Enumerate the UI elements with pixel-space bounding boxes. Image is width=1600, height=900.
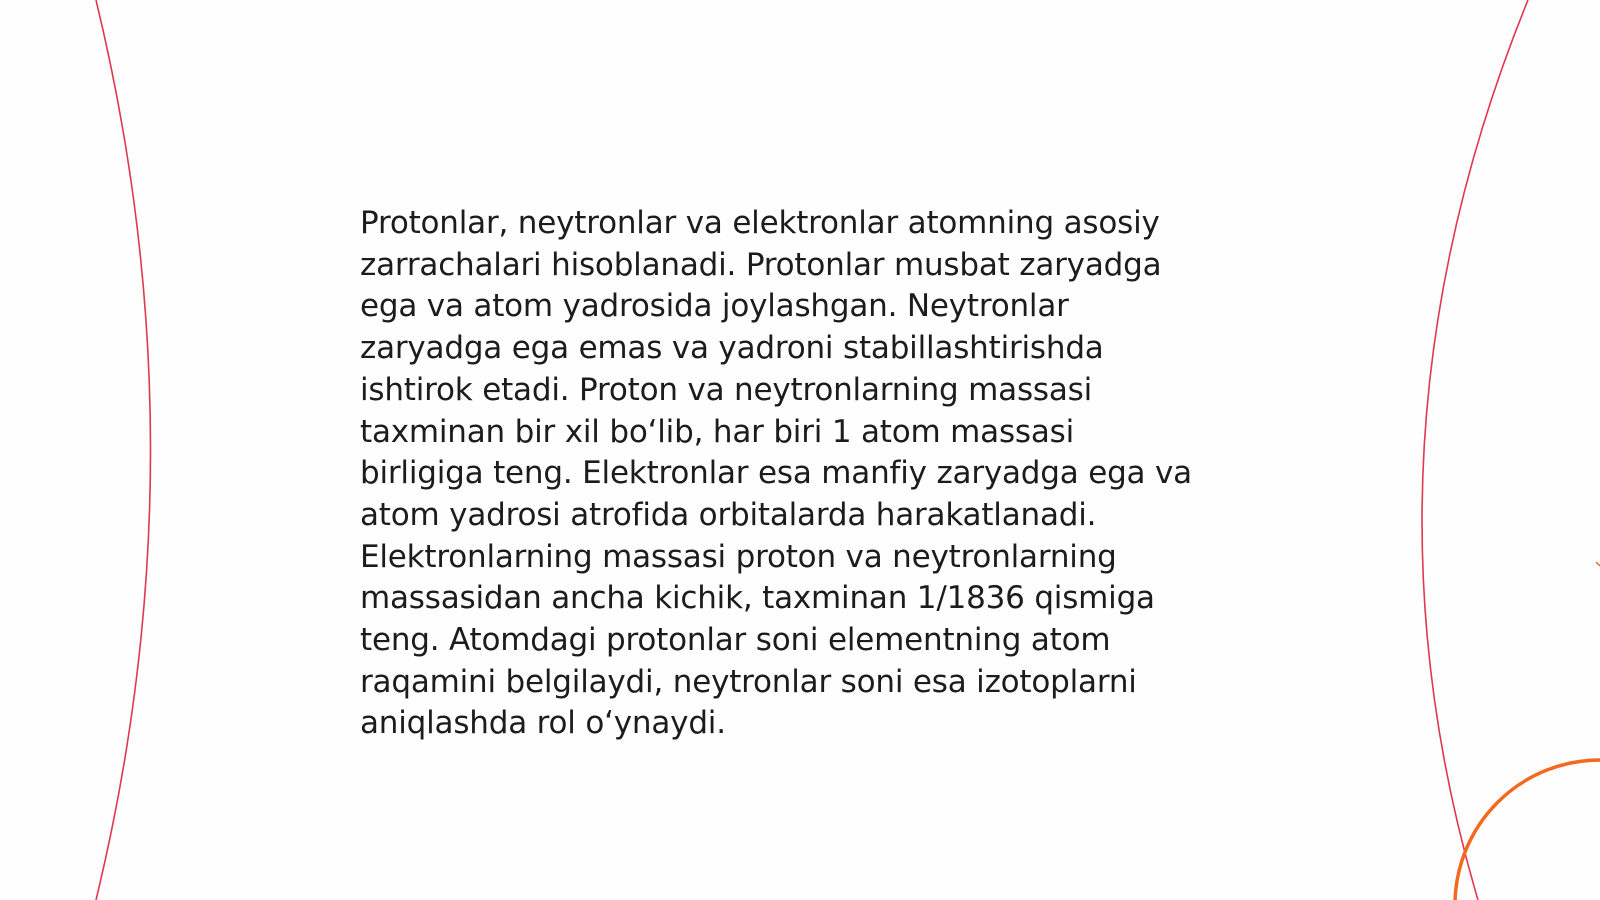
paragraph-line: birligiga teng. Elektronlar esa manfiy zaryadga ega va bbox=[360, 455, 1192, 492]
paragraph-line: teng. Atomdagi protonlar soni elementning atom bbox=[360, 622, 1111, 659]
body-paragraph bbox=[360, 203, 1250, 745]
paragraph-line: Protonlar, neytronlar va elektronlar atomning asosiy bbox=[360, 205, 1160, 241]
paragraph-line: atom yadrosi atrofida orbitalarda harakatlanadi. bbox=[360, 496, 1097, 533]
paragraph-line: ishtirok etadi. Proton va neytronlarning massasi bbox=[360, 371, 1093, 408]
paragraph-line: Elektronlarning massasi proton va neytronlarning bbox=[360, 538, 1117, 575]
paragraph-line: aniqlashda rol o‘ynaydi. bbox=[360, 705, 726, 742]
paragraph-line: massasidan ancha kichik, taxminan 1/1836 qismiga bbox=[360, 580, 1155, 617]
paragraph-line: ega va atom yadrosida joylashgan. Neytronlar bbox=[360, 288, 1069, 325]
paragraph-line: taxminan bir xil bo‘lib, har biri 1 atom massasi bbox=[360, 413, 1075, 450]
right-arc-line bbox=[1422, 0, 1528, 900]
accent-circle bbox=[1455, 760, 1600, 900]
paragraph-line: zarrachalari hisoblanadi. Protonlar musbat zaryadga bbox=[360, 246, 1162, 283]
paragraph-line: raqamini belgilaydi, neytronlar soni esa izotoplarni bbox=[360, 663, 1137, 700]
edge-tick-mark bbox=[1596, 562, 1600, 566]
paragraph-line: zaryadga ega emas va yadroni stabillashtirishda bbox=[360, 330, 1104, 367]
left-arc-line bbox=[96, 0, 151, 900]
